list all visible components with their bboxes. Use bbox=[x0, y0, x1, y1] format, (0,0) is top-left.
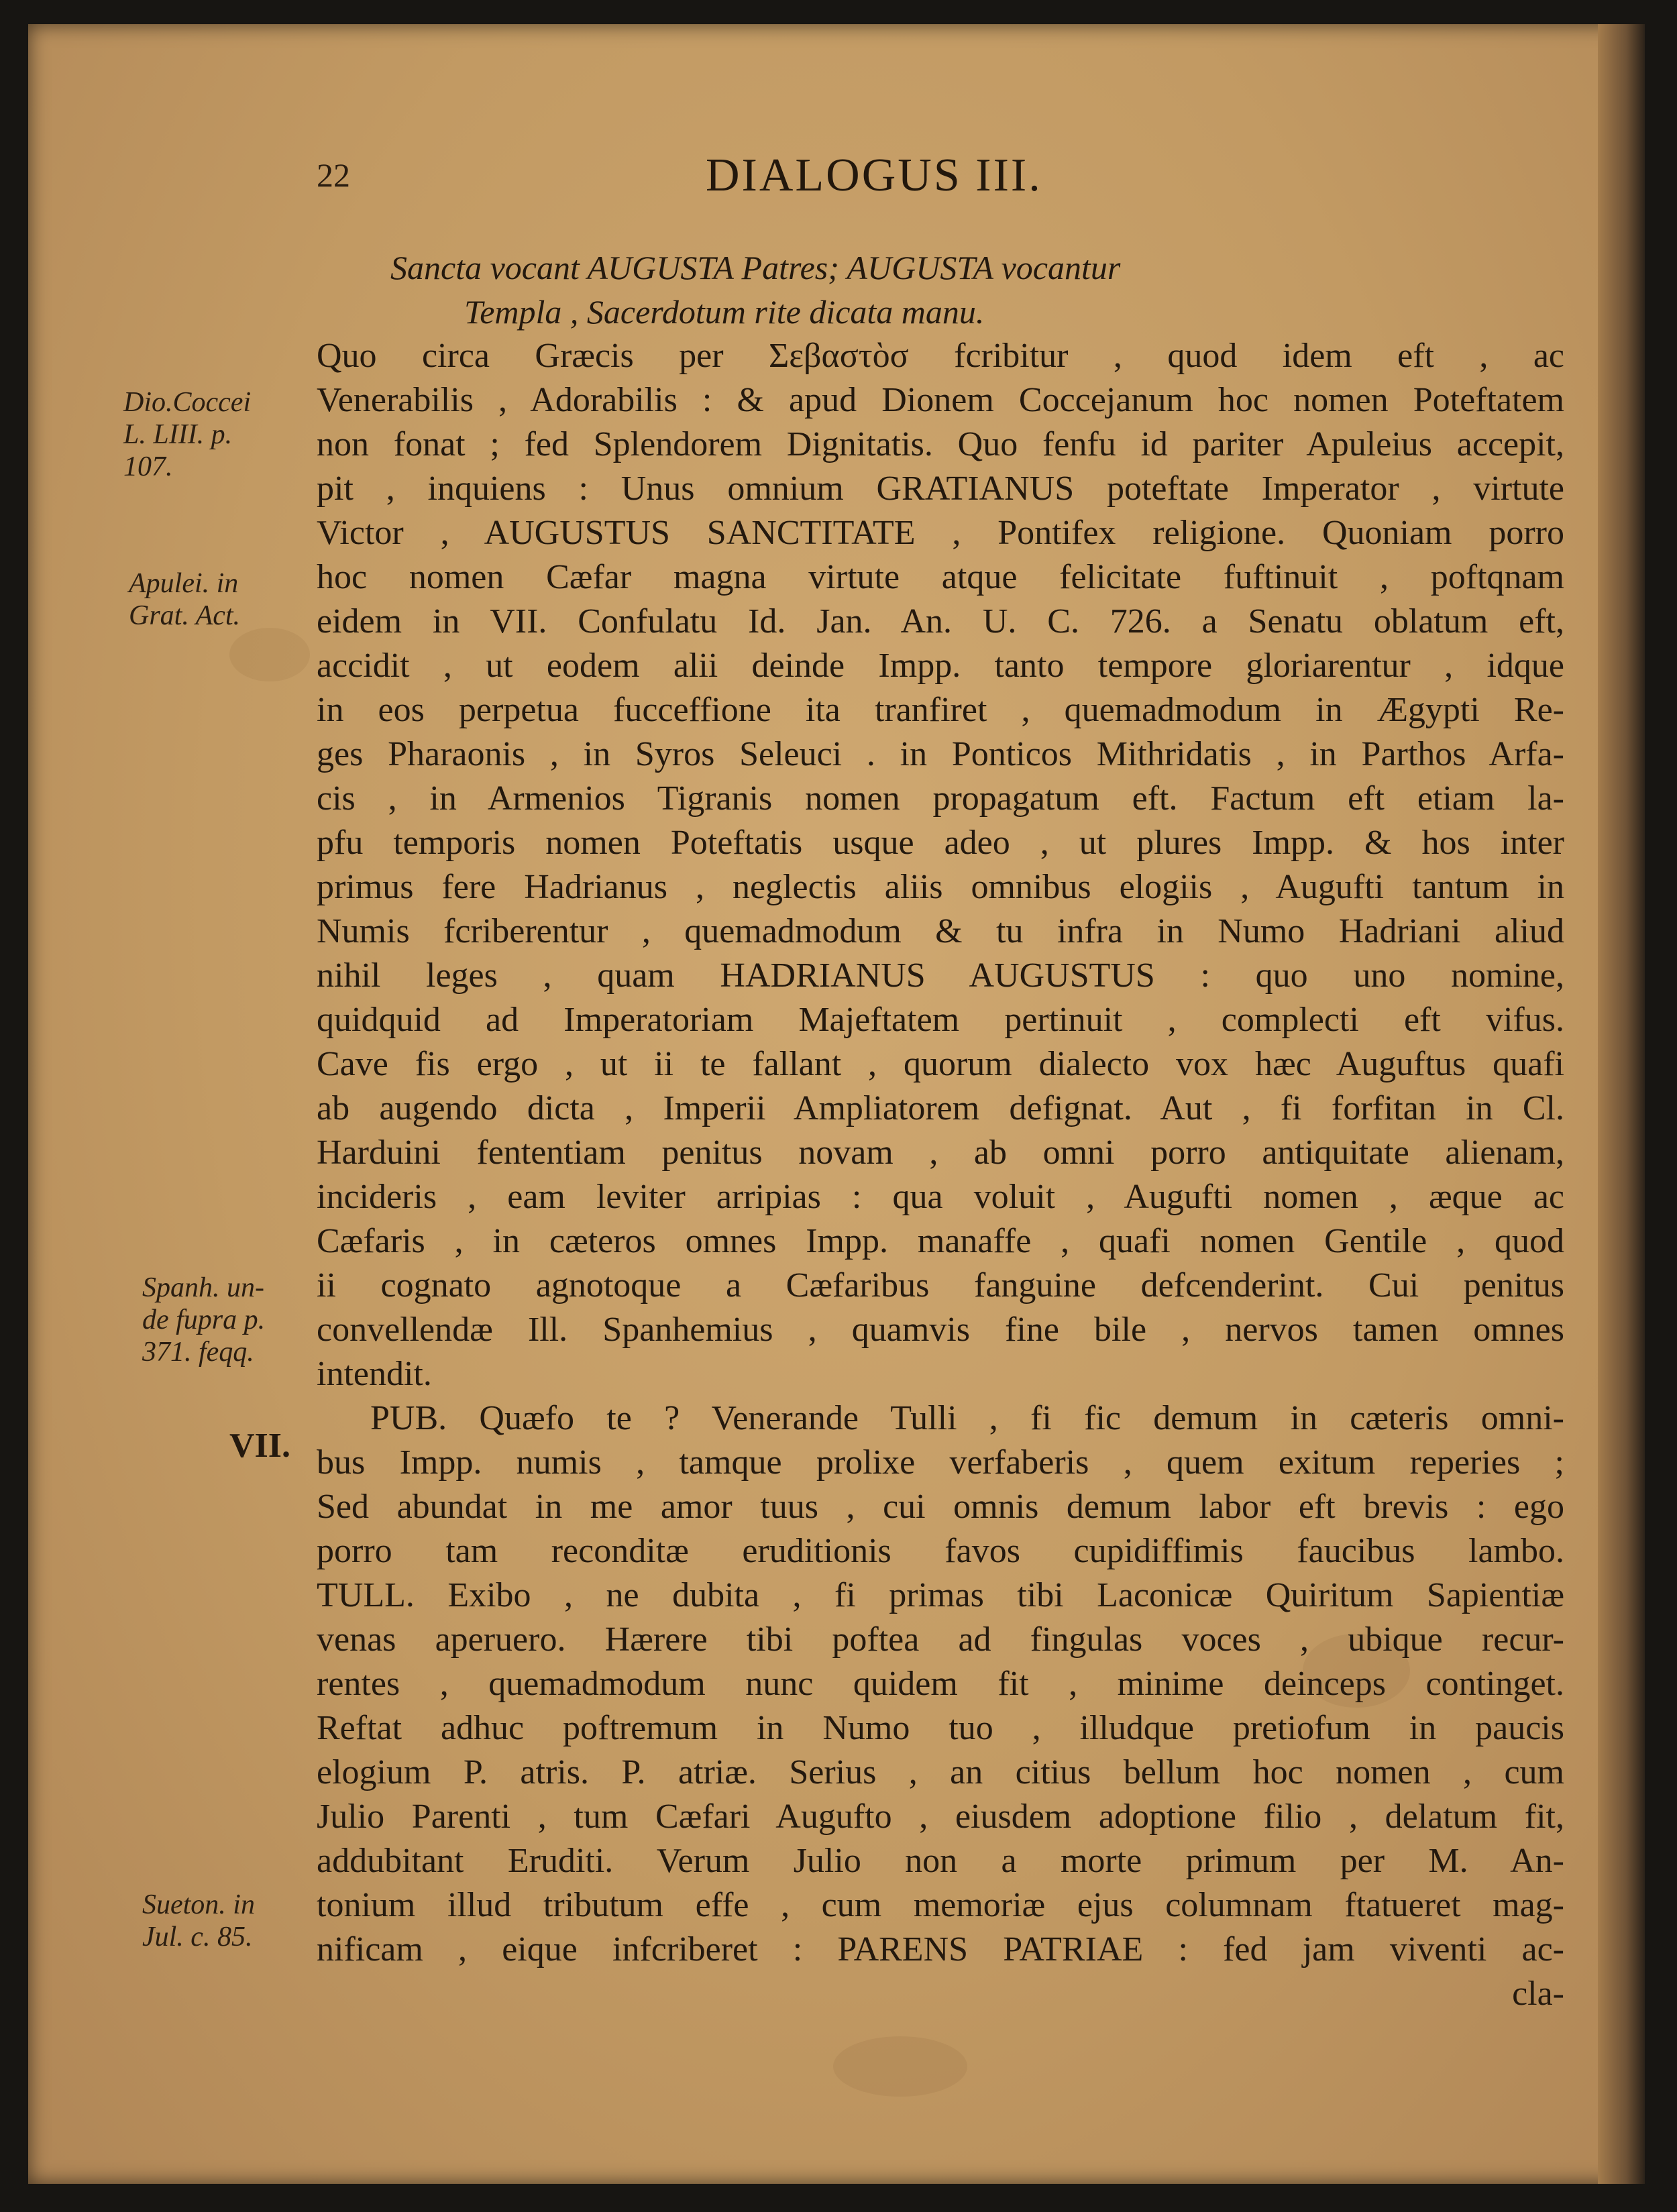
margin-note-spanh: Spanh. un- de fupra p. 371. feqq. bbox=[142, 1272, 266, 1368]
text-line: hoc nomen Cæfar magna virtute atque felicitate fuftinuit , poftqnam bbox=[317, 558, 1564, 596]
page-number: 22 bbox=[317, 156, 350, 194]
text-line: ges Pharaonis , in Syros Seleuci . in Ponticos Mithridatis , in Parthos Arfa- bbox=[317, 735, 1564, 773]
text-line: Victor , AUGUSTUS SANCTITATE , Pontifex religione. Quoniam porro bbox=[317, 514, 1564, 552]
text-line: quidquid ad Imperatoriam Majeftatem pertinuit , complecti eft vifus. bbox=[317, 1001, 1564, 1039]
text-line: venas aperuero. Hærere tibi poftea ad fingulas voces , ubique recur- bbox=[317, 1620, 1564, 1659]
margin-note-apulei: Apulei. in Grat. Act. bbox=[129, 568, 241, 631]
poem-line: Templa , Sacerdotum rite dicata manu. bbox=[464, 293, 985, 331]
text-line: primus fere Hadrianus , neglectis aliis omnibus elogiis , Augufti tantum in bbox=[317, 868, 1564, 906]
text-line: rentes , quemadmodum nunc quidem fit , minime deinceps continget. bbox=[317, 1665, 1564, 1703]
text-line: Sed abundat in me amor tuus , cui omnis demum labor eft brevis : ego bbox=[317, 1488, 1564, 1526]
text-line: accidit , ut eodem alii deinde Impp. tanto tempore gloriarentur , idque bbox=[317, 647, 1564, 685]
text-line: addubitant Eruditi. Verum Julio non a morte primum per M. An- bbox=[317, 1842, 1564, 1880]
text-line: elogium P. atris. P. atriæ. Serius , an citius bellum hoc nomen , cum bbox=[317, 1753, 1564, 1791]
body-text bbox=[317, 245, 1564, 2016]
text-line: Cæfaris , in cæteros omnes Impp. manaffe , quafi nomen Gentile , quod bbox=[317, 1222, 1564, 1260]
text-line: eidem in VII. Confulatu Id. Jan. An. U. C. 726. a Senatu oblatum eft, bbox=[317, 602, 1564, 641]
text-line: Harduini fententiam penitus novam , ab omni porro antiquitate alienam, bbox=[317, 1133, 1564, 1172]
catchword: cla- bbox=[1512, 1975, 1564, 2013]
text-line: Reftat adhuc poftremum in Numo tuo , illudque pretiofum in paucis bbox=[317, 1709, 1564, 1747]
text-line: convellendæ Ill. Spanhemius , quamvis fine bile , nervos tamen omnes bbox=[317, 1311, 1564, 1349]
text-line: nificam , eique infcriberet : PARENS PATRIAE : fed jam viventi ac- bbox=[317, 1930, 1564, 1969]
text-line: Quo circa Græcis per Σεβαστὸσ fcribitur , quod idem eft , ac bbox=[317, 337, 1564, 375]
running-header bbox=[28, 149, 1645, 209]
page-title: DIALOGUS III. bbox=[706, 150, 1042, 201]
text-line: cis , in Armenios Tigranis nomen propagatum eft. Factum eft etiam la- bbox=[317, 779, 1564, 818]
text-line: pit , inquiens : Unus omnium GRATIANUS poteftate Imperator , virtute bbox=[317, 469, 1564, 508]
text-line: tonium illud tributum effe , cum memoriæ ejus columnam ftatueret mag- bbox=[317, 1886, 1564, 1924]
poem-line: Sancta vocant AUGUSTA Patres; AUGUSTA vocantur bbox=[390, 249, 1121, 286]
text-line: Venerabilis , Adorabilis : & apud Dionem Coccejanum hoc nomen Poteftatem bbox=[317, 381, 1564, 419]
book-page bbox=[28, 24, 1645, 2184]
text-line: TULL. Exibo , ne dubita , fi primas tibi Laconicæ Quiritum Sapientiæ bbox=[317, 1576, 1564, 1614]
text-line: pfu temporis nomen Poteftatis usque adeo , ut plures Impp. & hos inter bbox=[317, 824, 1564, 862]
book-spine-shadow bbox=[1598, 24, 1645, 2184]
text-line: nihil leges , quam HADRIANUS AUGUSTUS : quo uno nomine, bbox=[317, 956, 1564, 995]
text-line: porro tam reconditæ eruditionis favos cupidiffimis faucibus lambo. bbox=[317, 1532, 1564, 1570]
text-line: Cave fis ergo , ut ii te fallant , quorum dialecto vox hæc Auguftus quafi bbox=[317, 1045, 1564, 1083]
text-line: Numis fcriberentur , quemadmodum & tu infra in Numo Hadriani aliud bbox=[317, 912, 1564, 950]
margin-note-sueton: Sueton. in Jul. c. 85. bbox=[142, 1889, 255, 1952]
text-line: non fonat ; fed Splendorem Dignitatis. Quo fenfu id pariter Apuleius accepit, bbox=[317, 425, 1564, 463]
text-line: incideris , eam leviter arripias : qua voluit , Augufti nomen , æque ac bbox=[317, 1178, 1564, 1216]
text-line: ii cognato agnotoque a Cæfaribus fanguine defcenderint. Cui penitus bbox=[317, 1266, 1564, 1305]
text-line: Julio Parenti , tum Cæfari Augufto , eiusdem adoptione filio , delatum fit, bbox=[317, 1798, 1564, 1836]
text-line: intendit. bbox=[317, 1355, 432, 1393]
text-line: in eos perpetua fucceffione ita tranfiret , quemadmodum in Ægypti Re- bbox=[317, 691, 1564, 729]
text-line: bus Impp. numis , tamque prolixe verfaberis , quem exitum reperies ; bbox=[317, 1443, 1564, 1482]
section-number: VII. bbox=[229, 1427, 291, 1465]
text-line: PUB. Quæfo te ? Venerande Tulli , fi fic demum in cæteris omni- bbox=[370, 1399, 1564, 1437]
text-line: ab augendo dicta , Imperii Ampliatorem defignat. Aut , fi forfitan in Cl. bbox=[317, 1089, 1564, 1127]
margin-note-dio: Dio.Coccei L. LIII. p. 107. bbox=[123, 387, 252, 482]
